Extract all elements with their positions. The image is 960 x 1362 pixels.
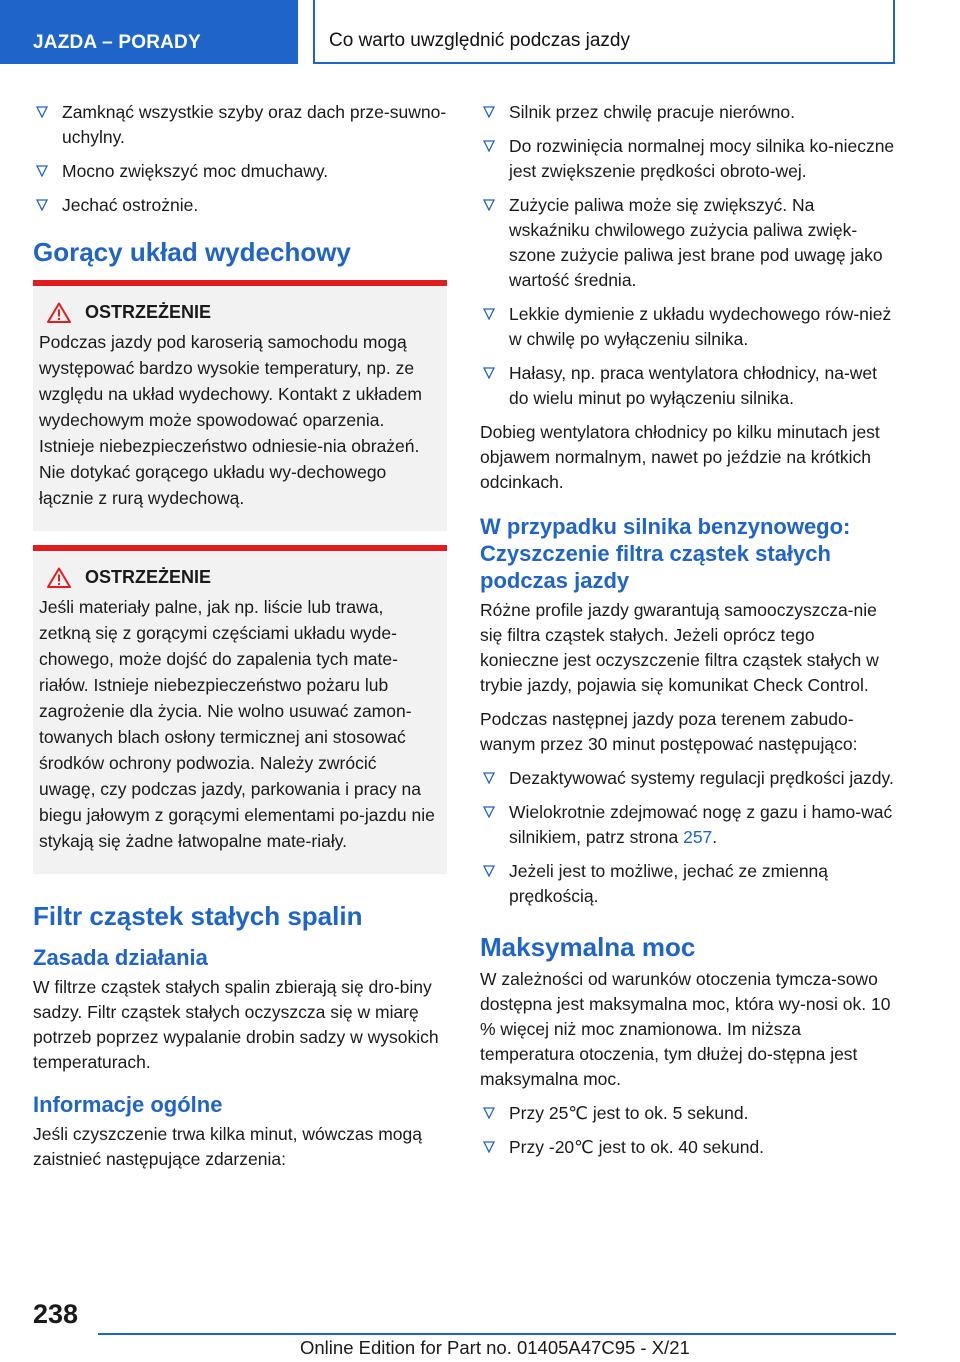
heading-max-power: Maksymalna moc	[480, 932, 696, 962]
triangle-bullet-icon	[483, 865, 495, 877]
footer-divider	[98, 1333, 896, 1335]
triangle-bullet-icon	[483, 199, 495, 211]
list-item: Zużycie paliwa może się zwiększyć. Na wskaźniku chwilowego zużycia paliwa zwięk-szone zużycie paliwa jest brane pod uwagę jako wartość średnia.	[480, 193, 898, 293]
left-column	[33, 100, 447, 1181]
paragraph: W zależności od warunków otoczenia tymcza-sowo dostępna jest maksymalna moc, która wy-nosi ok. 10 % więcej niż moc znamionowa. Im niższa temperatura otoczenia, tym dłużej do-stępna jest maksymalna moc.	[480, 969, 891, 1089]
list-item: Przy -20℃ jest to ok. 40 sekund.	[480, 1135, 898, 1160]
subheading-principle: Zasada działania	[33, 945, 208, 970]
heading-particle-filter: Filtr cząstek stałych spalin	[33, 901, 363, 931]
list-item: Do rozwinięcia normalnej mocy silnika ko-nieczne jest zwiększenie prędkości obroto-wej.	[480, 134, 898, 184]
section-label: JAZDA – PORADY	[33, 32, 201, 53]
warning-title: OSTRZEŻENIE	[85, 302, 212, 322]
heading-hot-exhaust: Gorący układ wydechowy	[33, 237, 351, 267]
list-item: Zamknąć wszystkie szyby oraz dach prze-suwno-uchylny.	[33, 100, 447, 150]
list-item: Dezaktywować systemy regulacji prędkości jazdy.	[480, 766, 898, 791]
warning-icon	[47, 567, 71, 588]
triangle-bullet-icon	[483, 772, 495, 784]
paragraph: Jeśli czyszczenie trwa kilka minut, wówczas mogą zaistnieć następujące zdarzenia:	[33, 1124, 423, 1169]
warning-header	[39, 302, 437, 323]
list-item: Jeżeli jest to możliwe, jechać ze zmienną prędkością.	[480, 859, 898, 909]
subheading-petrol-cleaning: W przypadku silnika benzynowego: Czyszczenie filtra cząstek stałych podczas jazdy	[480, 514, 851, 593]
paragraph: W filtrze cząstek stałych spalin zbierają się dro-biny sadzy. Filtr cząstek stałych oczyszcza się w miarę potrzeb poprzez wypalanie drobin sadzy w wysokich temperaturach.	[33, 977, 439, 1072]
paragraph: Różne profile jazdy gwarantują samooczyszcza-nie się filtra cząstek stałych. Jeżeli oprócz tego konieczne jest oczyszczenie filtra cząstek stałych w trybie jazdy, pojawia się komunikat Check Control.	[480, 600, 879, 695]
triangle-bullet-icon	[483, 106, 495, 118]
warning-text: Podczas jazdy pod karoserią samochodu mogą występować bardzo wysokie temperatury, np. ze względu na układ wydechowy. Kontakt z układem wydechowym może spowodować oparzenia. Istnieje niebezpieczeństwo odniesie-nia obrażeń. Nie dotykać gorącego układu wy-dechowego łącznie z rurą wydechową.	[39, 332, 422, 508]
triangle-bullet-icon	[483, 806, 495, 818]
triangle-bullet-icon	[36, 106, 48, 118]
triangle-bullet-icon	[36, 199, 48, 211]
list-item: Jechać ostrożnie.	[33, 193, 447, 218]
page-header	[313, 0, 895, 64]
page-link[interactable]: 257	[683, 827, 713, 847]
warning-box	[33, 545, 447, 874]
section-tab	[0, 0, 298, 64]
list-item: Lekkie dymienie z układu wydechowego rów-nież w chwilę po wyłączeniu silnika.	[480, 302, 898, 352]
warning-box	[33, 280, 447, 531]
list-item: Przy 25℃ jest to ok. 5 sekund.	[480, 1101, 898, 1126]
triangle-bullet-icon	[36, 165, 48, 177]
list-item: Mocno zwiększyć moc dmuchawy.	[33, 159, 447, 184]
triangle-bullet-icon	[483, 308, 495, 320]
subheading-general: Informacje ogólne	[33, 1092, 223, 1117]
warning-text: Jeśli materiały palne, jak np. liście lub trawa, zetkną się z gorącymi częściami układu wyde-chowego, może dojść do zapalenia tych mate-riałów. Istnieje niebezpieczeństwo pożaru lub zagrożenie dla życia. Nie wolno usuwać zamon-towanych blach osłony termicznej ani stosować środków ochrony podwozia. Należy zwrócić uwagę, czy podczas jazdy, parkowania i pracy na biegu jałowym z gorącymi elementami po-jazdu nie stykają się żadne łatwopalne mate-riały.	[39, 597, 435, 851]
warning-title: OSTRZEŻENIE	[85, 567, 212, 587]
list-item: Silnik przez chwilę pracuje nierówno.	[480, 100, 898, 125]
warning-header	[39, 567, 437, 588]
page-number: 238	[33, 1299, 79, 1329]
triangle-bullet-icon	[483, 140, 495, 152]
triangle-bullet-icon	[483, 1107, 495, 1119]
triangle-bullet-icon	[483, 1141, 495, 1153]
paragraph: Dobieg wentylatora chłodnicy po kilku minutach jest objawem normalnym, nawet po jeździe na krótkich odcinkach.	[480, 422, 880, 492]
paragraph: Podczas następnej jazdy poza terenem zabudo-wanym przez 30 minut postępować następująco:	[480, 709, 858, 754]
page-title: Co warto uwzględnić podczas jazdy	[329, 30, 630, 51]
footer-edition: Online Edition for Part no. 01405A47C95 - X/21	[300, 1337, 690, 1358]
right-column	[480, 100, 898, 1169]
list-item: Wielokrotnie zdejmować nogę z gazu i hamo-wać silnikiem, patrz strona 257.	[480, 800, 898, 850]
warning-icon	[47, 302, 71, 323]
list-item: Hałasy, np. praca wentylatora chłodnicy, na-wet do wielu minut po wyłączeniu silnika.	[480, 361, 898, 411]
triangle-bullet-icon	[483, 367, 495, 379]
